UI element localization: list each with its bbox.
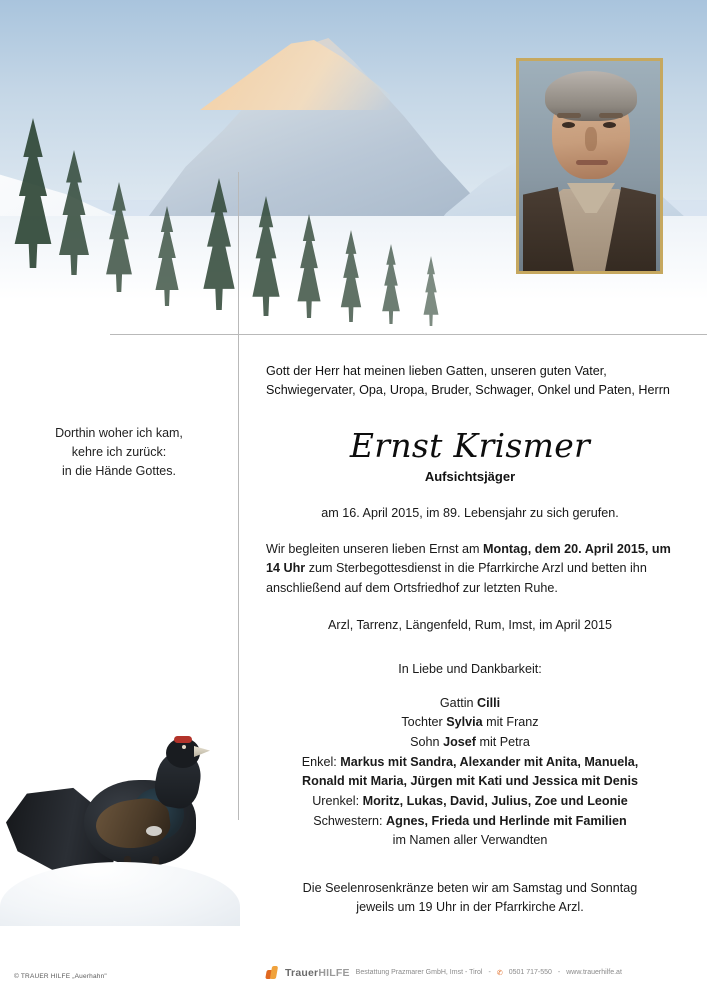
- family-label: Schwestern:: [313, 813, 387, 828]
- bird-wing-spot: [146, 826, 162, 836]
- family-names: Agnes, Frieda: [386, 813, 470, 828]
- family-names: Sylvia: [446, 715, 483, 730]
- portrait-photo: [516, 58, 663, 274]
- service-part-1: Wir begleiten unseren lieben Ernst am: [266, 542, 484, 557]
- portrait-nose: [585, 127, 597, 151]
- rosary-line: Die Seelenrosenkränze beten wir am Samstag und Sonntag: [302, 880, 638, 895]
- family-tail: mit Sandra, Alexander mit Anita, Manuela,: [384, 754, 639, 769]
- death-line: am 16. April 2015, im 89. Lebensjahr zu sich gerufen.: [321, 506, 619, 521]
- family-line: im Namen aller Verwandten: [392, 833, 548, 848]
- verse-line: in die Hände Gottes.: [62, 463, 176, 478]
- bird-beak: [194, 746, 210, 757]
- capercaillie-illustration: [6, 716, 234, 926]
- family-label: Tochter: [401, 715, 447, 730]
- service-part-2: zum Sterbegottesdienst in die Pfarrkirche Arzl und betten ihn anschließend auf dem Ortsfriedhof zur letzten Ruhe.: [266, 561, 647, 595]
- service-paragraph: [266, 540, 674, 597]
- portrait-eyebrow-right: [599, 113, 623, 118]
- footer-website: www.trauerhilfe.at: [566, 969, 622, 976]
- horizontal-rule: [110, 334, 707, 335]
- brand-trauer: Trauer: [285, 966, 319, 979]
- family-line: [266, 772, 674, 792]
- intro-paragraph: Gott der Herr hat meinen lieben Gatten, unseren guten Vater, Schwiegervater, Opa, Uropa, Bruder, Schwager, Onkel und Paten, Herrn: [266, 364, 670, 398]
- family-names: Markus: [340, 754, 385, 769]
- places-line: Arzl, Tarrenz, Längenfeld, Rum, Imst, im April 2015: [328, 617, 612, 632]
- portrait-eyebrow-left: [557, 113, 581, 118]
- family-names: Josef: [443, 734, 476, 749]
- family-line: [266, 733, 674, 753]
- family-line: [266, 753, 674, 773]
- family-line: [266, 812, 674, 832]
- family-tail: mit Maria, Jürgen mit Kati und Jessica mit Denis: [344, 774, 638, 789]
- footer-separator: -: [557, 969, 561, 976]
- family-line: [266, 792, 674, 812]
- verse-line: Dorthin woher ich kam,: [55, 426, 183, 440]
- family-tail: und Herlinde mit Familien: [469, 813, 627, 828]
- footer-bar: [266, 966, 686, 979]
- trauerhilfe-logo-icon: [266, 966, 279, 979]
- rosary-note: [266, 879, 674, 917]
- footer-separator: -: [488, 969, 491, 976]
- vertical-rule: [238, 172, 239, 820]
- family-label: Gattin: [439, 695, 477, 710]
- portrait-eye-left: [562, 122, 575, 128]
- brand-hilfe: HILFE: [318, 966, 350, 979]
- rosary-line: jeweils um 19 Uhr in der Pfarrkirche Arzl.: [356, 899, 584, 914]
- bird-eye: [182, 745, 186, 749]
- family-tail: mit Franz: [482, 715, 539, 730]
- family-tail: und Leonie: [557, 793, 628, 808]
- phone-icon: ✆: [496, 969, 503, 977]
- service-datetime: Montag, dem 20. April 2015, um 14 Uhr: [266, 542, 671, 576]
- family-names: Ronald: [302, 774, 345, 789]
- family-names: Moritz, Lukas, David, Julius, Zoe: [362, 793, 558, 808]
- verse-block: [0, 424, 238, 480]
- thanks-line: In Liebe und Dankbarkeit:: [398, 661, 542, 676]
- family-label: Sohn: [410, 734, 444, 749]
- family-line: [266, 694, 674, 714]
- footer-company: Bestattung Prazmarer GmbH, Imst - Tirol: [355, 969, 483, 976]
- deceased-name: Ernst Krismer: [349, 426, 591, 466]
- footer-brand: [285, 967, 350, 979]
- verse-line: kehre ich zurück:: [71, 444, 167, 459]
- family-line: [266, 713, 674, 733]
- obituary-text-column: [266, 362, 674, 917]
- hero-landscape-image: [0, 0, 707, 336]
- deceased-role: Aufsichtsjäger: [424, 469, 516, 485]
- family-label: Enkel:: [301, 754, 341, 769]
- portrait-mouth: [576, 160, 608, 165]
- family-list: [266, 694, 674, 851]
- snow-mound: [0, 862, 240, 926]
- portrait-eye-right: [603, 122, 616, 128]
- family-names: Cilli: [477, 695, 501, 710]
- image-credit: © TRAUER HILFE „Auerhahn": [14, 973, 107, 980]
- family-label: Urenkel:: [312, 793, 363, 808]
- footer-phone: 0501 717-550: [508, 969, 552, 976]
- bird-wattle: [174, 736, 192, 743]
- family-tail: mit Petra: [475, 734, 530, 749]
